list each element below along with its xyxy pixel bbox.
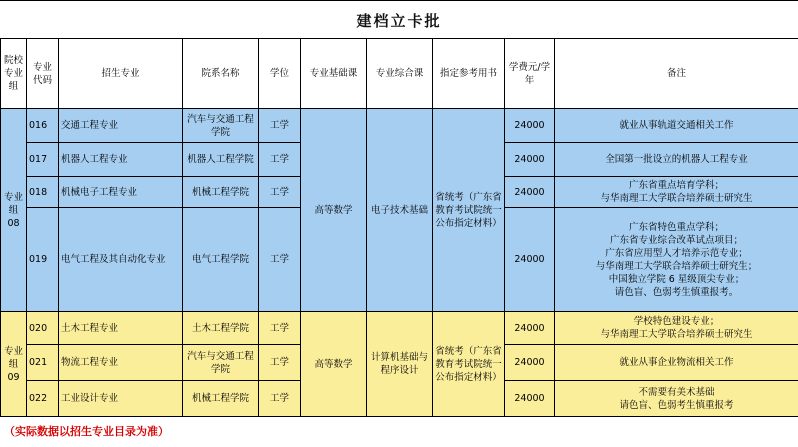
header-comp-course: 专业综合课 (367, 39, 433, 109)
remark: 不需要有美术基础 请色盲、色弱考生慎重报考 (555, 381, 798, 417)
page-title: 建档立卡批 (0, 0, 798, 39)
header-degree: 学位 (259, 39, 301, 109)
major-name: 电气工程及其自动化专业 (59, 208, 183, 312)
remark: 学校特色建设专业； 与华南理工大学联合培养硕士研究生 (555, 312, 798, 345)
major-name: 机械电子工程专业 (59, 177, 183, 208)
degree: 工学 (259, 109, 301, 143)
reference-books: 省统考（广东省教育考试院统一公布指定材料） (433, 109, 505, 312)
major-code: 018 (27, 177, 59, 208)
admission-table (0, 38, 798, 417)
degree: 工学 (259, 345, 301, 381)
header-remark: 备注 (555, 39, 798, 109)
table-row (1, 109, 798, 143)
degree: 工学 (259, 312, 301, 345)
comp-course: 计算机基础与程序设计 (367, 312, 433, 417)
degree: 工学 (259, 177, 301, 208)
tuition: 24000 (505, 312, 555, 345)
footnote: （实际数据以招生专业目录为准） (4, 425, 169, 438)
header-college: 院系名称 (183, 39, 259, 109)
major-code: 022 (27, 381, 59, 417)
header-code: 专业代码 (27, 39, 59, 109)
header-base-course: 专业基础课 (301, 39, 367, 109)
degree: 工学 (259, 208, 301, 312)
tuition: 24000 (505, 143, 555, 177)
major-code: 019 (27, 208, 59, 312)
major-code: 016 (27, 109, 59, 143)
remark: 广东省重点培育学科； 与华南理工大学联合培养硕士研究生 (555, 177, 798, 208)
base-course: 高等数学 (301, 312, 367, 417)
college-name: 机器人工程学院 (183, 143, 259, 177)
college-name: 电气工程学院 (183, 208, 259, 312)
remark: 全国第一批设立的机器人工程专业 (555, 143, 798, 177)
major-name: 工业设计专业 (59, 381, 183, 417)
major-name: 土木工程专业 (59, 312, 183, 345)
degree: 工学 (259, 381, 301, 417)
tuition: 24000 (505, 208, 555, 312)
college-name: 汽车与交通工程学院 (183, 109, 259, 143)
header-major: 招生专业 (59, 39, 183, 109)
remark: 就业从事企业物流相关工作 (555, 345, 798, 381)
degree: 工学 (259, 143, 301, 177)
tuition: 24000 (505, 345, 555, 381)
major-code: 020 (27, 312, 59, 345)
major-name: 交通工程专业 (59, 109, 183, 143)
header-tuition: 学费元/学年 (505, 39, 555, 109)
college-name: 机械工程学院 (183, 177, 259, 208)
major-code: 021 (27, 345, 59, 381)
tuition: 24000 (505, 381, 555, 417)
header-row (1, 39, 798, 109)
reference-books: 省统考（广东省教育考试院统一公布指定材料） (433, 312, 505, 417)
college-name: 土木工程学院 (183, 312, 259, 345)
group-name: 专业组09 (1, 312, 27, 417)
group-name: 专业组08 (1, 109, 27, 312)
comp-course: 电子技术基础 (367, 109, 433, 312)
header-books: 指定参考用书 (433, 39, 505, 109)
major-name: 机器人工程专业 (59, 143, 183, 177)
college-name: 机械工程学院 (183, 381, 259, 417)
remark: 广东省特色重点学科； 广东省专业综合改革试点项目； 广东省应用型人才培养示范专业； 与华南理工大学联合培养硕士研究生； 中国独立学院 6 星级顶尖专业； 请色盲、色弱考生慎重报考。 (555, 208, 798, 312)
tuition: 24000 (505, 109, 555, 143)
base-course: 高等数学 (301, 109, 367, 312)
major-code: 017 (27, 143, 59, 177)
remark: 就业从事轨道交通相关工作 (555, 109, 798, 143)
major-name: 物流工程专业 (59, 345, 183, 381)
header-group: 院校专业组 (1, 39, 27, 109)
tuition: 24000 (505, 177, 555, 208)
college-name: 汽车与交通工程学院 (183, 345, 259, 381)
table-row (1, 312, 798, 345)
